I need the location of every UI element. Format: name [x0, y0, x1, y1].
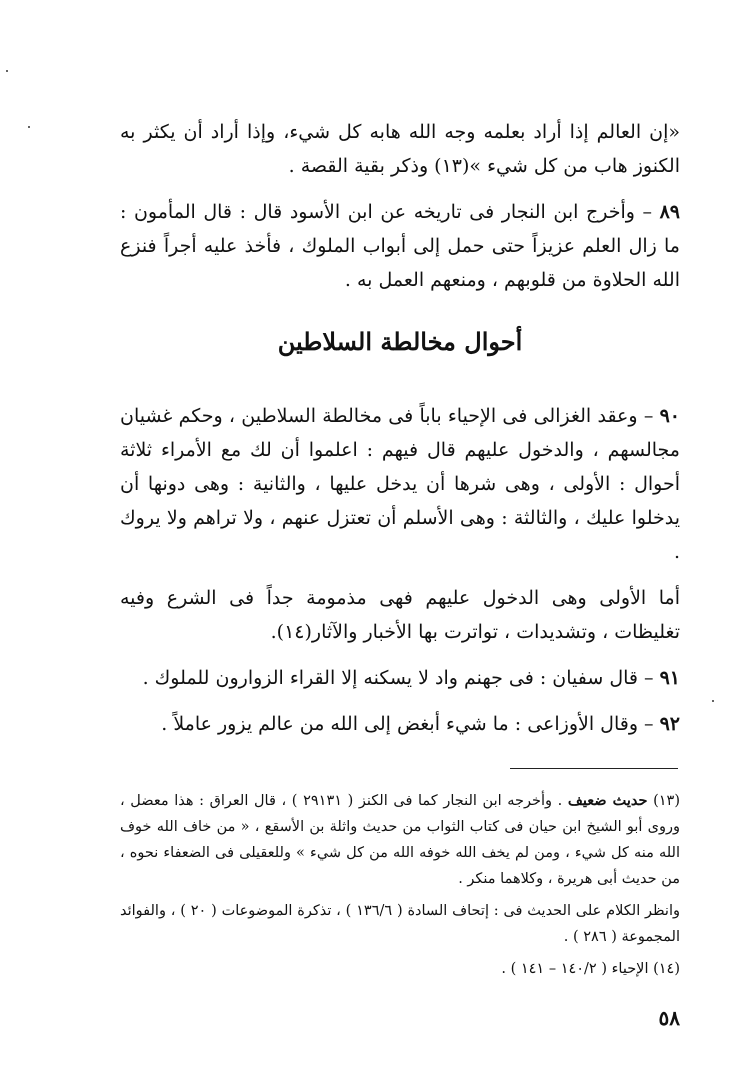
page-body — [120, 115, 680, 753]
footnote-grade: حديث ضعيف — [567, 792, 648, 809]
paragraph-number: ٩١ — [659, 667, 680, 689]
paragraph-first-state — [120, 581, 680, 649]
scan-speck — [28, 126, 30, 128]
scan-speck — [712, 700, 714, 702]
footnote-text: . وأخرجه ابن النجار كما فى الكنز ( ٢٩١٣١ ) ، قال العراق : هذا معضل ، وروى أبو الشيخ ابن حيان فى كتاب الثواب من حديث واثلة بن الأسقع ، « من خاف الله خوف الله منه كل شيء ، ومن لم يخف الله خوفه الله من كل شيء » وللعقيلى فى الضعفاء نحوه ، من حديث أبى هريرة ، وكلاهما منكر . — [120, 793, 680, 887]
section-heading: أحوال مخالطة السلاطين — [277, 327, 523, 356]
paragraph-text: أما الأولى وهى الدخول عليهم فهى مذمومة جداً فى الشرع وفيه تغليظات ، وتشديدات ، تواترت بها الأخبار والآثار(١٤). — [120, 587, 680, 643]
footnote-marker: (١٣) — [647, 793, 680, 809]
scan-speck — [6, 70, 8, 72]
paragraph-text: – وقال الأوزاعى : ما شيء أبغض إلى الله من عالم يزور عاملاً . — [161, 713, 660, 735]
footnote-14: (١٤) الإحياء ( ١٤٠/٢ – ١٤١ ) . — [501, 961, 680, 977]
paragraph-92 — [120, 707, 680, 741]
paragraph-text: «إن العالم إذا أراد بعلمه وجه الله هابه كل شيء، وإذا أراد أن يكثر به الكنوز هاب من كل شيء »(١٣) وذكر بقية القصة . — [120, 121, 680, 177]
paragraph-91 — [120, 661, 680, 695]
footnote-13 — [120, 788, 680, 892]
paragraph-intro-quote — [120, 115, 680, 183]
paragraph-text: – وأخرج ابن النجار فى تاريخه عن ابن الأسود قال : قال المأمون : ما زال العلم عزيزاً حتى حمل إلى أبواب الملوك ، فأخذ عليه أجراً فنزع الله الحلاوة من قلوبهم ، ومنعهم العمل به . — [120, 201, 680, 291]
footnote-separator — [510, 768, 678, 769]
paragraph-89 — [120, 195, 680, 297]
paragraph-number: ٨٩ — [659, 201, 680, 223]
footnote-13-references: وانظر الكلام على الحديث فى : إتحاف السادة ( ١٣٦/٦ ) ، تذكرة الموضوعات ( ٢٠ ) ، والفوائد المجموعة ( ٢٨٦ ) . — [120, 903, 680, 945]
paragraph-number: ٩٠ — [659, 405, 680, 427]
paragraph-90 — [120, 399, 680, 569]
footnotes — [120, 788, 680, 988]
paragraph-text: – قال سفيان : فى جهنم واد لا يسكنه إلا القراء الزوارون للملوك . — [142, 667, 660, 689]
paragraph-text: – وعقد الغزالى فى الإحياء باباً فى مخالطة السلاطين ، وحكم غشيان مجالسهم ، والدخول عليهم قال فيهم : اعلموا أن لك مع الأمراء ثلاثة أحوال : الأولى ، وهى شرها أن يدخل عليها ، والثانية : وهى دونها أن يدخلوا عليك ، والثالثة : وهى الأسلم أن تعتزل عنهم ، ولا تراهم ولا يروك . — [120, 405, 680, 563]
paragraph-number: ٩٢ — [659, 713, 680, 735]
page-number: ٥٨ — [658, 1006, 680, 1030]
